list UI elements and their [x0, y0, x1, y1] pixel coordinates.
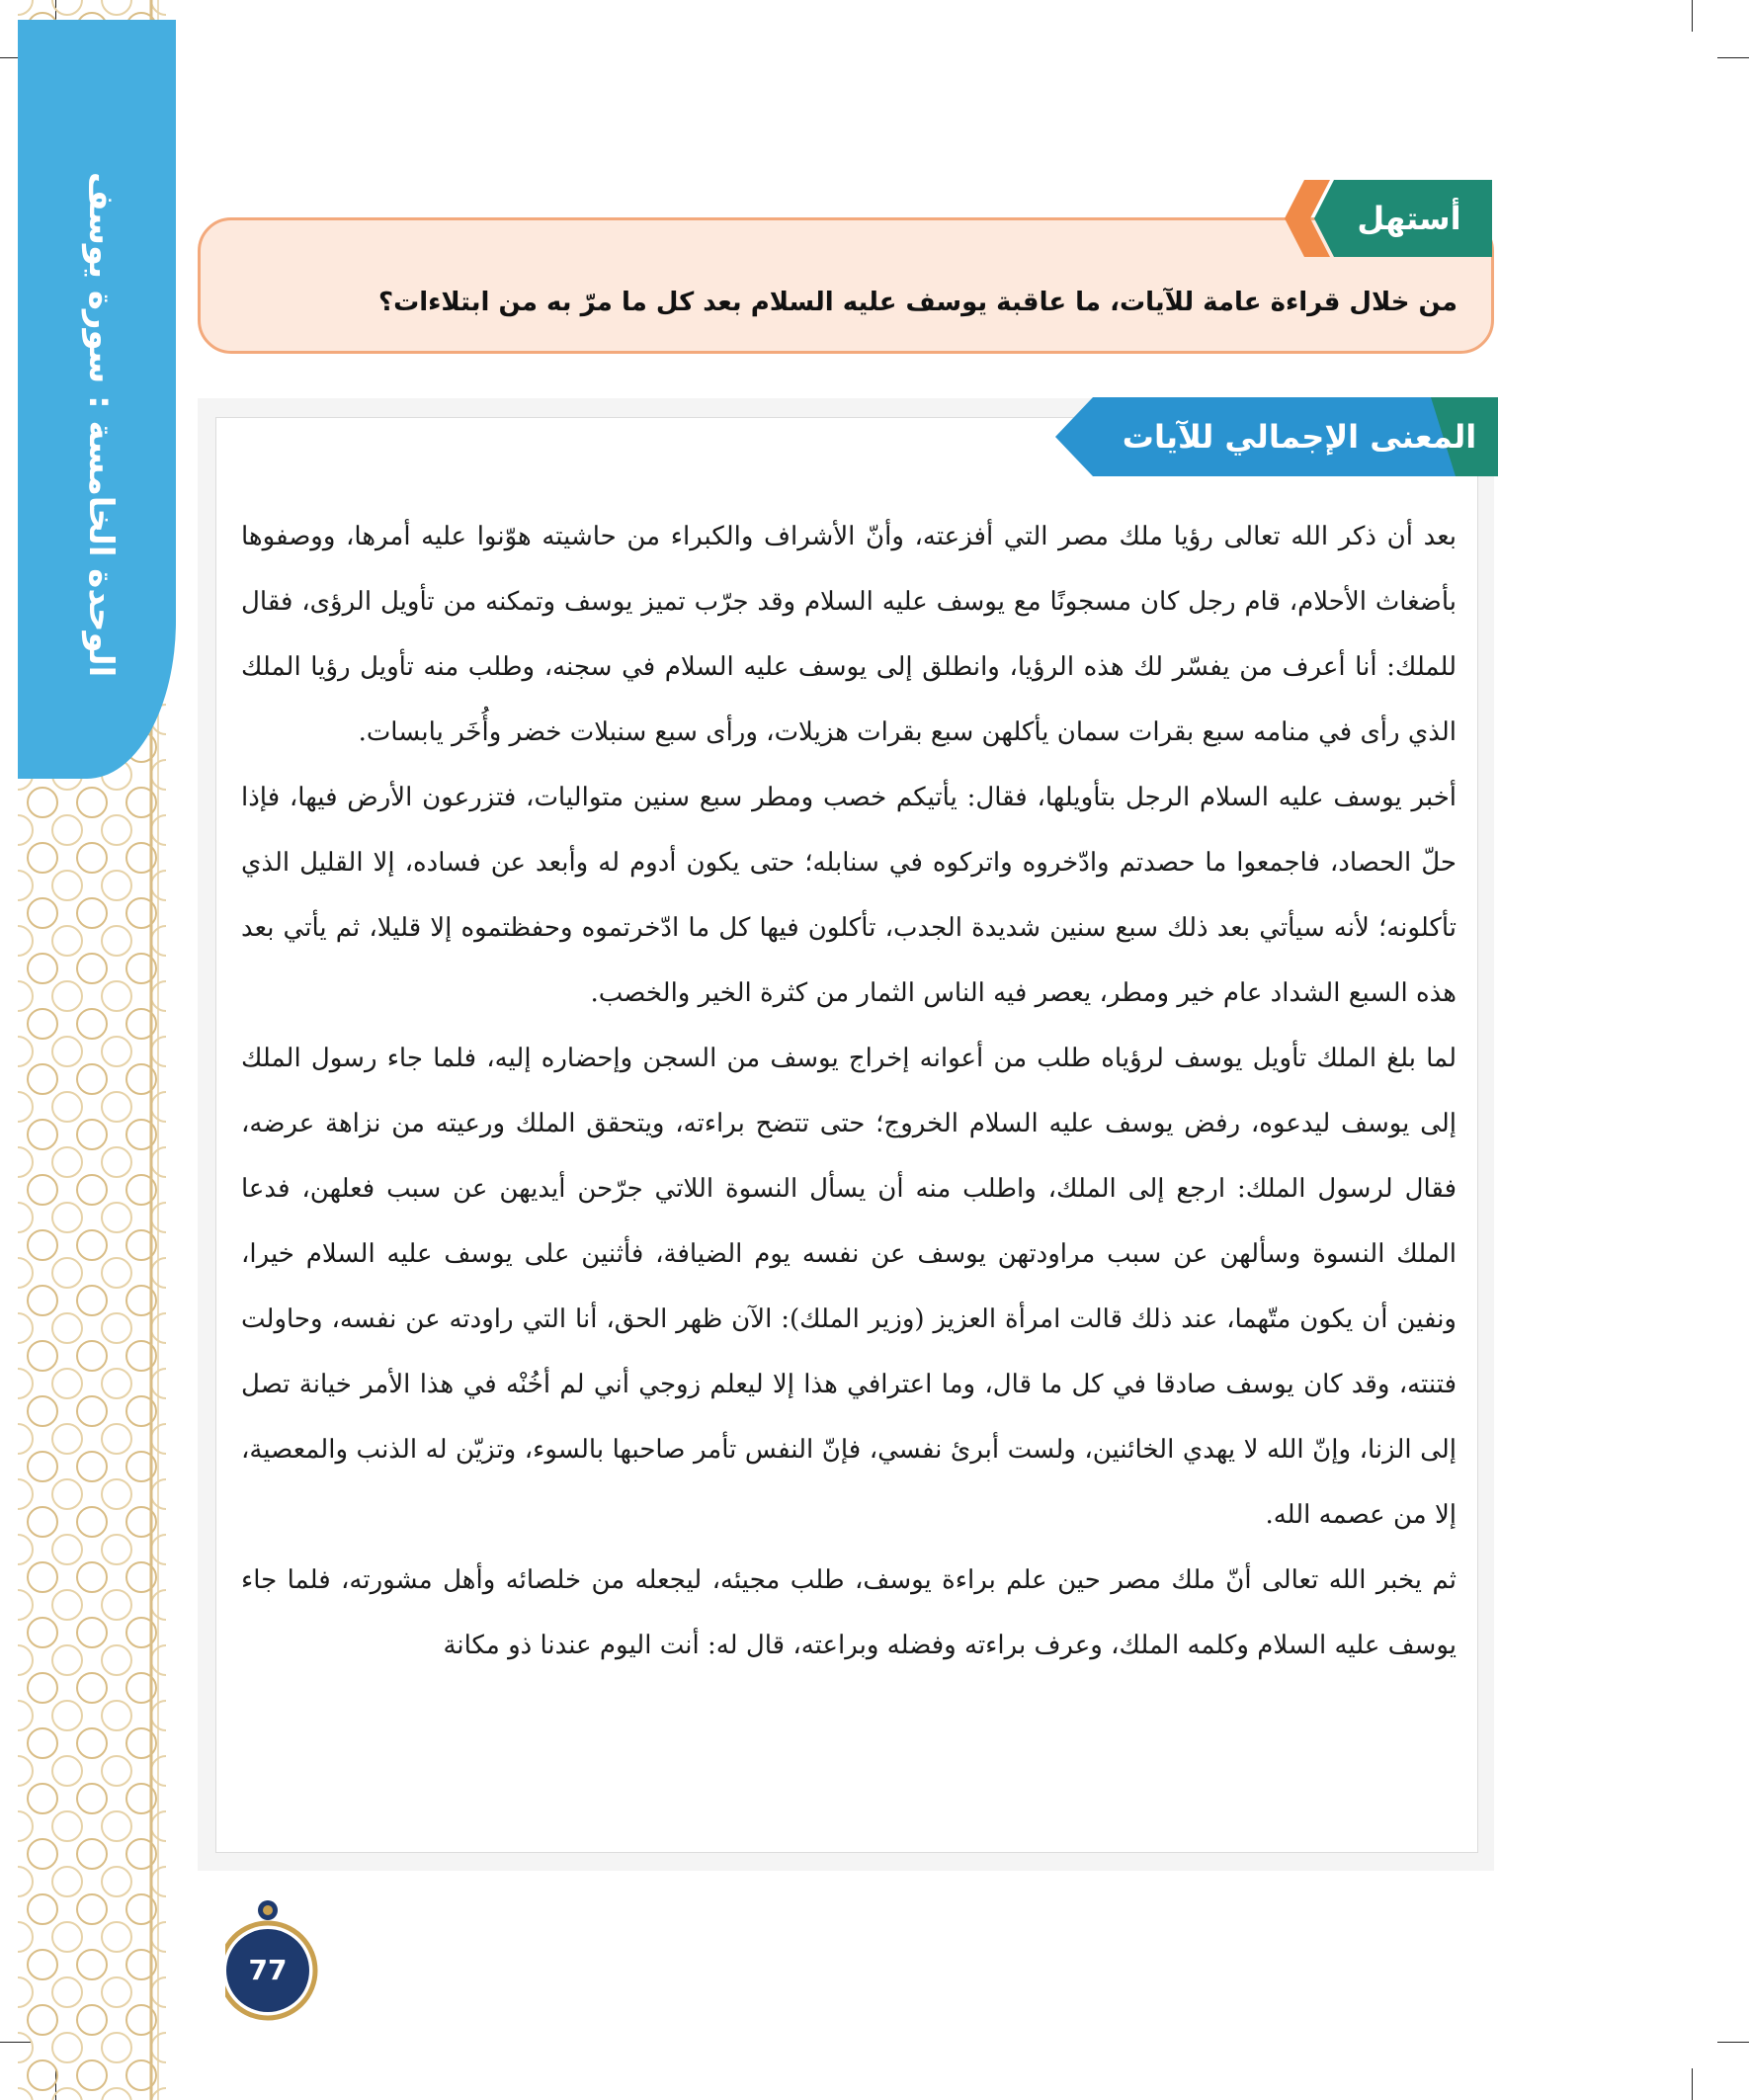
- crop-mark: [1717, 57, 1749, 58]
- meaning-title: المعنى الإجمالي للآيات: [1122, 418, 1477, 456]
- crop-mark: [1692, 0, 1693, 32]
- crop-mark: [1692, 2068, 1693, 2100]
- meaning-paragraph: ثم يخبر الله تعالى أنّ ملك مصر حين علم براءة يوسف، طلب مجيئه، ليجعله من خلصائه وأهل مشورته، فلما جاء يوسف عليه السلام وكلمه الملك، وعرف براءته وفضله وبراعته، قال له: أنت اليوم عندنا ذو مكانة: [241, 1565, 1457, 1660]
- crop-mark: [1717, 2042, 1749, 2043]
- reflect-question: من خلال قراءة عامة للآيات، ما عاقبة يوسف عليه السلام بعد كل ما مرّ به من ابتلاءات؟: [378, 288, 1458, 317]
- unit-label: الوحدة الخامسة : سورة يوسف: [81, 172, 121, 678]
- reflect-title: أستهل: [1357, 200, 1461, 237]
- meaning-paragraph: لما بلغ الملك تأويل يوسف لرؤياه طلب من أعوانه إخراج يوسف من السجن وإحضاره إليه، فلما جاء رسول الملك إلى يوسف ليدعوه، رفض يوسف عليه السلام الخروج؛ حتى تتضح براءته، ويتحقق الملك ورعيته من نزاهة عرضه، فقال لرسول الملك: ارجع إلى الملك، واطلب منه أن يسأل النسوة اللاتي جرّحن أيديهن عن سبب فعلهن، فدعا الملك النسوة وسألهن عن سبب مراودتهن يوسف عن نفسه يوم الضيافة، فأثنين على يوسف عليه السلام خيرا، ونفين أن يكون متّهما، عند ذلك قالت امرأة العزيز (وزير الملك): الآن ظهر الحق، أنا التي راودته عن نفسه، وحاولت فتنته، وقد كان يوسف صادقا في كل ما قال، وما اعترافي هذا إلا ليعلم زوجي أني لم أخُنْه في هذا الأمر خيانة تصل إلى الزنا، وإنّ الله لا يهدي الخائنين، ولست أبرئ نفسي، فإنّ النفس تأمر صاحبها بالسوء، وتزيّن له الذنب والمعصية، إلا من عصمه الله.: [241, 1044, 1457, 1530]
- page-number: 77: [248, 1954, 288, 1986]
- meaning-body: [241, 504, 1457, 1678]
- meaning-paragraph: بعد أن ذكر الله تعالى رؤيا ملك مصر التي أفزعته، وأنّ الأشراف والكبراء من حاشيته هوّنوا عليه أمرها، ووصفوها بأضغاث الأحلام، قام رجل كان مسجونًا مع يوسف عليه السلام وقد جرّب تميز يوسف وتمكنه من تأويل الرؤى، فقال للملك: أنا أعرف من يفسّر لك هذه الرؤيا، وانطلق إلى يوسف عليه السلام في سجنه، وطلب منه تأويل رؤيا الملك الذي رأى في منامه سبع بقرات سمان يأكلهن سبع بقرات هزيلات، ورأى سبع سنبلات خضر وأُخَر يابسات.: [241, 522, 1457, 747]
- meaning-paragraph: أخبر يوسف عليه السلام الرجل بتأويلها، فقال: يأتيكم خصب ومطر سبع سنين متواليات، فتزرعون الأرض فيها، فإذا حلّ الحصاد، فاجمعوا ما حصدتم وادّخروه واتركوه في سنابله؛ حتى يكون أدوم له وأبعد عن فساده، إلا القليل الذي تأكلونه؛ لأنه سيأتي بعد ذلك سبع سنين شديدة الجدب، تأكلون فيها كل ما ادّخرتموه وحفظتموه إلا قليلا، ثم يأتي بعد هذه السبع الشداد عام خير ومطر، يعصر فيه الناس الثمار من كثرة الخير والخصب.: [241, 783, 1457, 1008]
